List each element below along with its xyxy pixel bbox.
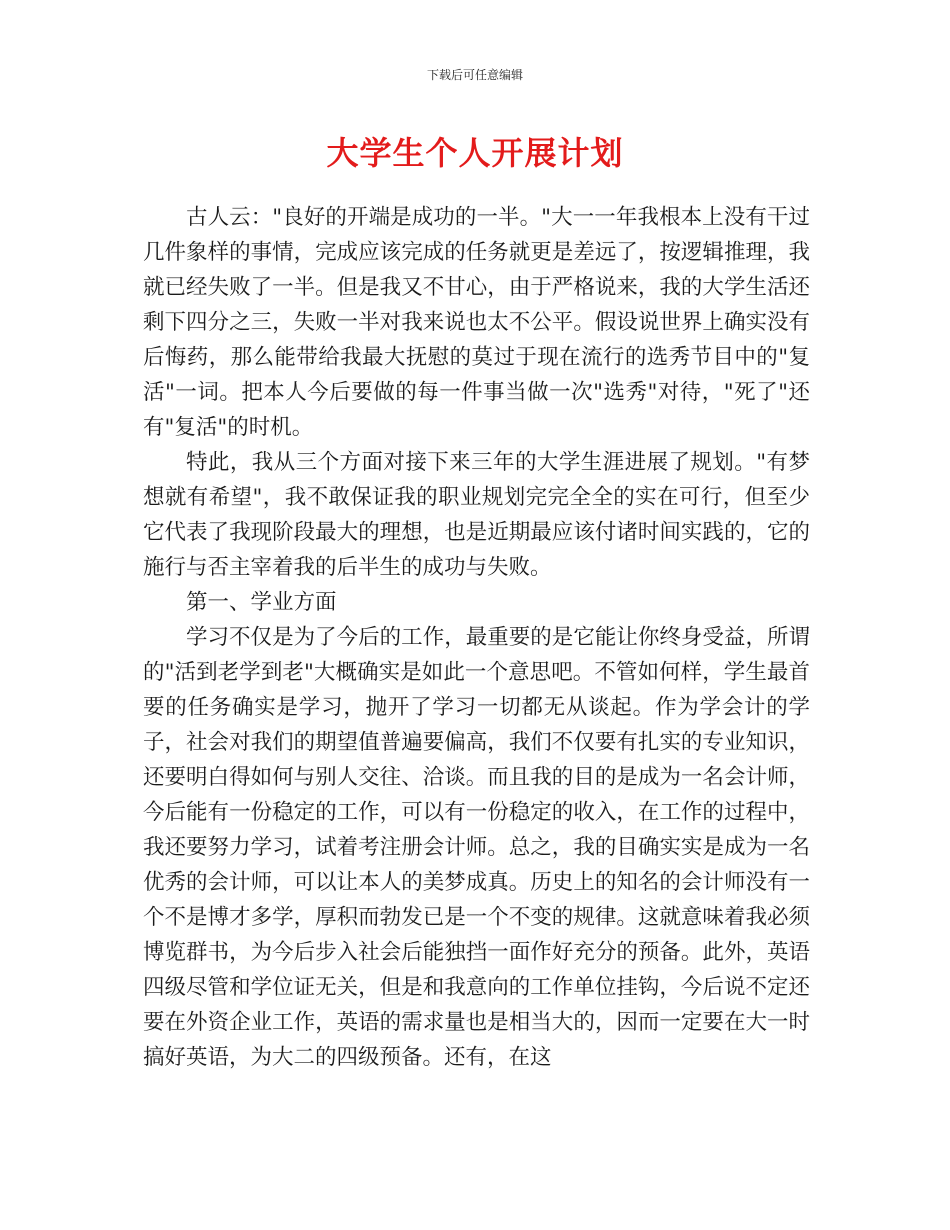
paragraph-plan-overview: 特此，我从三个方面对接下来三年的大学生涯进展了规划。"有梦想就有希望"，我不敢保证我的职业规划完完全全的实在可行，但至少它代表了我现阶段最大的理想，也是近期最应该付诸时间实践的，它的施行与否主宰着我的后半生的成功与失败。 [143, 450, 810, 580]
document-body [143, 200, 810, 1075]
header-note: 下载后可任意编辑 [426, 68, 523, 82]
paragraph-academics: 学习不仅是为了今后的工作，最重要的是它能让你终身受益，所谓的"活到老学到老"大概确实是如此一个意思吧。不管如何样，学生最首要的任务确实是学习，抛开了学习一切都无从谈起。作为学会计的学子，社会对我们的期望值普遍要偏高，我们不仅要有扎实的专业知识，还要明白得如何与别人交往、洽谈。而且我的目的是成为一名会计师，今后能有一份稳定的工作，可以有一份稳定的收入，在工作的过程中，我还要努力学习，试着考注册会计师。总之，我的目确实实是成为一名优秀的会计师，可以让本人的美梦成真。历史上的知名的会计师没有一个不是博才多学，厚积而勃发已是一个不变的规律。这就意味着我必须博览群书，为今后步入社会后能独挡一面作好充分的预备。此外，英语四级尽管和学位证无关，但是和我意向的工作单位挂钩，今后说不定还要在外资企业工作，英语的需求量也是相当大的，因而一定要在大一时搞好英语，为大二的四级预备。还有，在这 [143, 625, 810, 1070]
document-title: 大学生个人开展计划 [326, 134, 624, 172]
section-heading-academics: 第一、学业方面 [186, 590, 337, 615]
paragraph-intro: 古人云："良好的开端是成功的一半。"大一一年我根本上没有干过几件象样的事情，完成应该完成的任务就更是差远了，按逻辑推理，我就已经失败了一半。但是我又不甘心，由于严格说来，我的大学生活还剩下四分之三，失败一半对我来说也太不公平。假设说世界上确实没有后悔药，那么能带给我最大抚慰的莫过于现在流行的选秀节目中的"复活"一词。把本人今后要做的每一件事当做一次"选秀"对待，"死了"还有"复活"的时机。 [143, 205, 810, 440]
